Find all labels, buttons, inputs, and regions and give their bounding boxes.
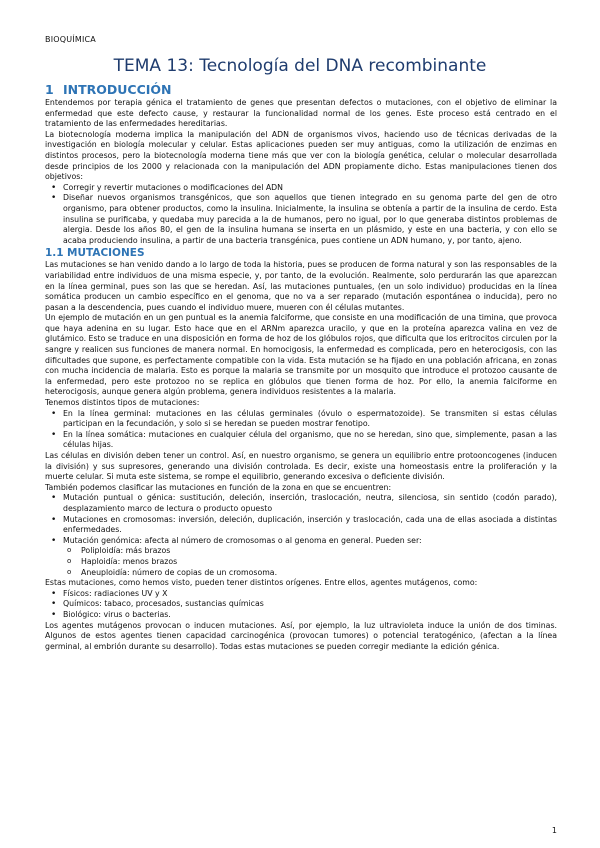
document-body [45,82,557,652]
paragraph: Tenemos distintos tipos de mutaciones: [45,398,200,408]
list-item: • Diseñar nuevos organismos transgénicos, que son aquellos que tienen integrado en su genoma parte del gen de otro organismo, para obtener productos, como la insulina. Inicialmente, la insulina se obtenía a partir de la insulina de cerdo. Esta insulina se purificaba, y quedaba muy parecida a la de humanos, pero no igual, por lo que generaba distintos problemas de alergia. Desde los años 80, el gen de la insulina humana se inserta en un plásmido, y este en una bacteria, y con ello se acaba produciendo insulina, a partir de una bacteria transgénica, pues contiene un ADN humano, y, por tanto, ajeno. [45,193,557,246]
subsection-heading [45,247,557,260]
paragraph: Las células en división deben tener un control. Así, en nuestro organismo, se genera un equilibrio entre protooncogenes (inducen la división) y sus supresores, generando una división controlada. Es decir, existe una homeostasis entre la proliferación y la muerte celular. Si muta este sistema, se rompe el equilibrio, generando excesiva o deficiente división. [45,451,557,482]
list-item: • Físicos: radiaciones UV y X [45,589,557,600]
document-title: TEMA 13: Tecnología del DNA recombinante [113,56,487,76]
subsection-title: MUTACIONES [67,247,145,260]
paragraph: Las mutaciones se han venido dando a lo largo de toda la historia, pues se producen de forma natural y son las responsables de la variabilidad entre individuos de una misma especie, y, por tanto, de la evolución. Realmente, solo perdurarán las que aparezcan en la línea germinal, pues son las que se heredan. Así, las mutaciones puntuales, (en un solo individuo) producidas en la línea somática producen un cambio específico en el genoma, que no va a ser reparado (mutación espontánea o inducida), pero no pasan a la descendencia, pues cuando el individuo muere, mueren con él células mutantes. [45,260,557,312]
paragraph: Estas mutaciones, como hemos visto, pueden tener distintos orígenes. Entre ellos, agentes mutágenos, como: [45,578,478,588]
section-title: INTRODUCCIÓN [63,82,172,97]
list-item: • En la línea somática: mutaciones en cualquier célula del organismo, que no se heredan, sino que, simplemente, pasan a las células hijas. [45,430,557,451]
list-item: • Corregir y revertir mutaciones o modificaciones del ADN [45,183,557,194]
mutagenic-agents-list [45,589,557,621]
list-item: • Mutación genómica: afecta al número de cromosomas o al genoma en general. Pueden ser: [45,536,557,547]
paragraph: La biotecnología moderna implica la manipulación del ADN de organismos vivos, haciendo uso de técnicas derivadas de la investigación en biología molecular y celular. Estas aplicaciones pueden ser muy antiguas, como la utilización de enzimas en distintos procesos, pero la biotecnología moderna tiene más que ver con la biología genética, celular o molecular desarrollada desde principios de los 2000 y relacionada con la manipulación del ADN propiamente dicho. Estas manipulaciones tienen dos objetivos: [45,129,557,182]
sublist-item: o Haploidía: menos brazos [63,557,557,568]
running-header: BIOQUÍMICA [45,35,96,44]
list-item: • Químicos: tabaco, procesados, sustancias químicas [45,599,557,610]
paragraph: Un ejemplo de mutación en un gen puntual es la anemia falciforme, que consiste en una modificación de una timina, que provoca que haya adenina en su lugar. Esto hace que en el ARNm aparezca uracilo, y que en la proteína aparezca valina en vez de glutámico. Esto se traduce en una disposición en forma de hoz de los glóbulos rojos, que dificulta que los eritrocitos circulen por la sangre y realicen sus funciones de manera normal. En homocigosis, la enfermedad es complicada, pero en heterocigosis, con las dificultades que supone, es perfectamente compatible con la vida. Esta mutación se ha fijado en una población africana, en zonas con mucha incidencia de malaria. Esto es porque la malaria se transmite por un mosquito que introduce el protozoo causante de la enfermedad, pero este protozoo no se replica en glóbulos que tienen forma de hoz. Por ello, la anemia falciforme en heterocigosis, aunque genera algún problema, genera individuos resistentes a la malaria. [45,313,557,397]
paragraph: Entendemos por terapia génica el tratamiento de genes que presentan defectos o mutaciones, con el objetivo de eliminar la enfermedad que este defecto cause, y restaurar la funcionalidad normal de los genes. Este proceso está centrado en el tratamiento de las enfermedades hereditarias. [45,98,557,129]
section-heading [45,82,557,97]
list-item: • Biológico: virus o bacterias. [45,610,557,621]
sublist-item: o Poliploidía: más brazos [63,546,557,557]
section-number: 1 [45,82,54,97]
list-item: • Mutaciones en cromosomas: inversión, deleción, duplicación, inserción y traslocación, cada una de ellas asociada a distintas enfermedades. [45,515,557,536]
objectives-list [45,183,557,247]
mutation-zones-list [45,493,557,546]
list-item: • Mutación puntual o génica: sustitución, deleción, inserción, traslocación, neutra, silenciosa, sin sentido (codón parado), desplazamiento marco de lectura o producto opuesto [45,493,557,514]
subsection-number: 1.1 [45,247,64,260]
paragraph: Los agentes mutágenos provocan o inducen mutaciones. Así, por ejemplo, la luz ultravioleta induce la unión de dos timinas. Algunos de estos agentes tienen capacidad carcinogénica (provocan tumores) o potencial teratogénico, (afectan a la línea germinal, al embrión durante su desarrollo). Todas estas mutaciones se pueden corregir mediante la edición génica. [45,620,557,651]
page-number: 1 [551,826,557,835]
genomic-mutations-sublist [63,546,557,578]
mutation-types-list [45,409,557,451]
paragraph: También podemos clasificar las mutaciones en función de la zona en que se encuentren: [45,482,392,492]
sublist-item: o Aneuploidía: número de copias de un cromosoma. [63,568,557,579]
list-item: • En la línea germinal: mutaciones en las células germinales (óvulo o espermatozoide). Se transmiten si estas células participan en la fecundación, y solo si se heredan se pueden mostrar fenotipo. [45,409,557,430]
